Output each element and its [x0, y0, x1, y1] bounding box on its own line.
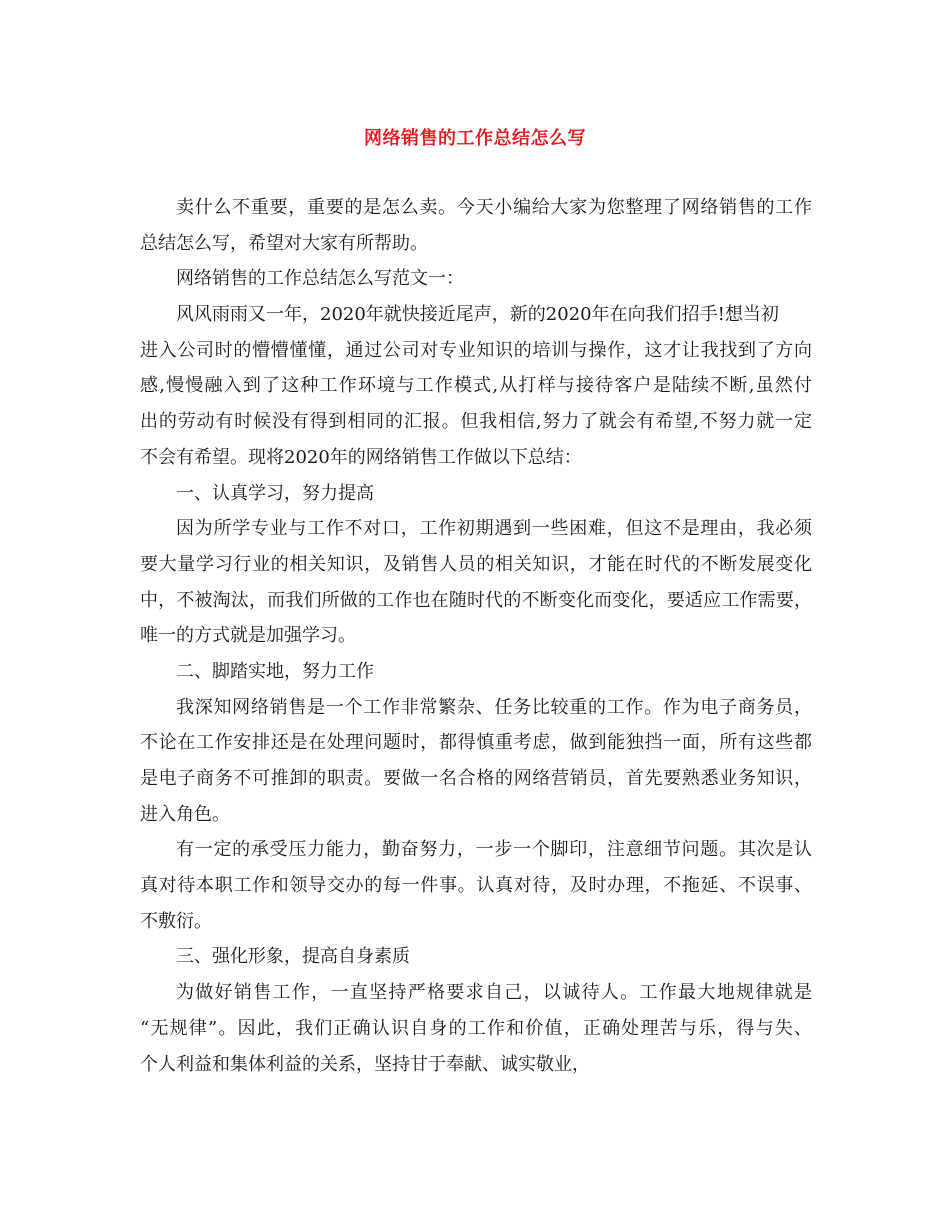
text-line — [140, 939, 812, 975]
text-line-content: 真对待本职工作和领导交办的每一件事。认真对待，及时办理，不拖延、不误事、 — [140, 875, 812, 897]
text-line — [140, 725, 812, 761]
text-line-content: 不会有希望。现将2020年的网络销售工作做以下总结： — [140, 446, 582, 468]
text-line — [140, 333, 812, 369]
text-line-content: 风风雨雨又一年，2020年就快接近尾声，新的2020年在向我们招手!想当初 — [176, 304, 779, 326]
text-line-content: 进入角色。 — [140, 803, 230, 825]
text-line-content: 总结怎么写，希望对大家有所帮助。 — [140, 232, 428, 254]
text-line — [140, 761, 812, 797]
text-line-content: 感,慢慢融入到了这种工作环境与工作模式,从打样与接待客户是陆续不断,虽然付 — [140, 375, 812, 397]
text-line-content: 三、强化形象，提高自身素质 — [176, 946, 410, 968]
text-line — [140, 690, 812, 726]
text-line — [140, 226, 812, 262]
text-line — [140, 832, 812, 868]
text-line-content: 不论在工作安排还是在处理问题时，都得慎重考虑，做到能独挡一面，所有这些都 — [140, 732, 812, 754]
text-line — [140, 404, 812, 440]
text-line — [140, 868, 812, 904]
text-line-content: 因为所学专业与工作不对口，工作初期遇到一些困难，但这不是理由，我必须 — [176, 518, 812, 540]
text-line — [140, 797, 812, 833]
text-line — [140, 368, 812, 404]
text-line-content: 中，不被淘汰，而我们所做的工作也在随时代的不断变化而变化，要适应工作需要， — [140, 589, 812, 611]
text-line-content: 为做好销售工作，一直坚持严格要求自己，以诚待人。工作最大地规律就是 — [176, 982, 812, 1004]
text-line — [140, 1047, 812, 1083]
text-line-content: 卖什么不重要，重要的是怎么卖。今天小编给大家为您整理了网络销售的工作 — [176, 197, 812, 218]
document-body — [140, 190, 812, 1082]
text-line — [140, 547, 812, 583]
text-line-content: 二、脚踏实地，努力工作 — [176, 660, 374, 682]
text-line-content: 出的劳动有时候没有得到相同的汇报。但我相信,努力了就会有希望,不努力就一定 — [140, 411, 812, 433]
text-line — [140, 904, 812, 940]
text-line — [140, 261, 812, 297]
text-line-content: 进入公司时的懵懵懂懂，通过公司对专业知识的培训与操作，这才让我找到了方向 — [140, 339, 812, 361]
text-line — [140, 440, 812, 476]
text-line-content: 我深知网络销售是一个工作非常繁杂、任务比较重的工作。作为电子商务员， — [176, 696, 812, 718]
text-line-content: 是电子商务不可推卸的职责。要做一名合格的网络营销员，首先要熟悉业务知识， — [140, 768, 812, 789]
text-line-content: 要大量学习行业的相关知识，及销售人员的相关知识，才能在时代的不断发展变化 — [140, 553, 812, 575]
text-line-content: 唯一的方式就是加强学习。 — [140, 625, 356, 647]
document-title: 网络销售的工作总结怎么写 — [364, 128, 586, 149]
text-line — [140, 583, 812, 619]
text-line — [140, 476, 812, 512]
text-line-content: 个人利益和集体利益的关系，坚持甘于奉献、诚实敬业， — [140, 1053, 590, 1075]
text-line — [140, 618, 812, 654]
text-line — [140, 297, 812, 333]
text-line-content: 不敷衍。 — [140, 910, 212, 932]
text-line-content: 一、认真学习，努力提高 — [176, 482, 374, 504]
text-line — [140, 654, 812, 690]
text-line-content: “无规律”。因此，我们正确认识自身的工作和价值，正确处理苦与乐，得与失、 — [140, 1017, 812, 1039]
text-line — [140, 511, 812, 547]
text-line — [140, 190, 812, 226]
text-line — [140, 1011, 812, 1047]
text-line — [140, 975, 812, 1011]
text-line-content: 有一定的承受压力能力，勤奋努力，一步一个脚印，注意细节问题。其次是认 — [176, 839, 812, 861]
text-line-content: 网络销售的工作总结怎么写范文一： — [176, 268, 464, 290]
